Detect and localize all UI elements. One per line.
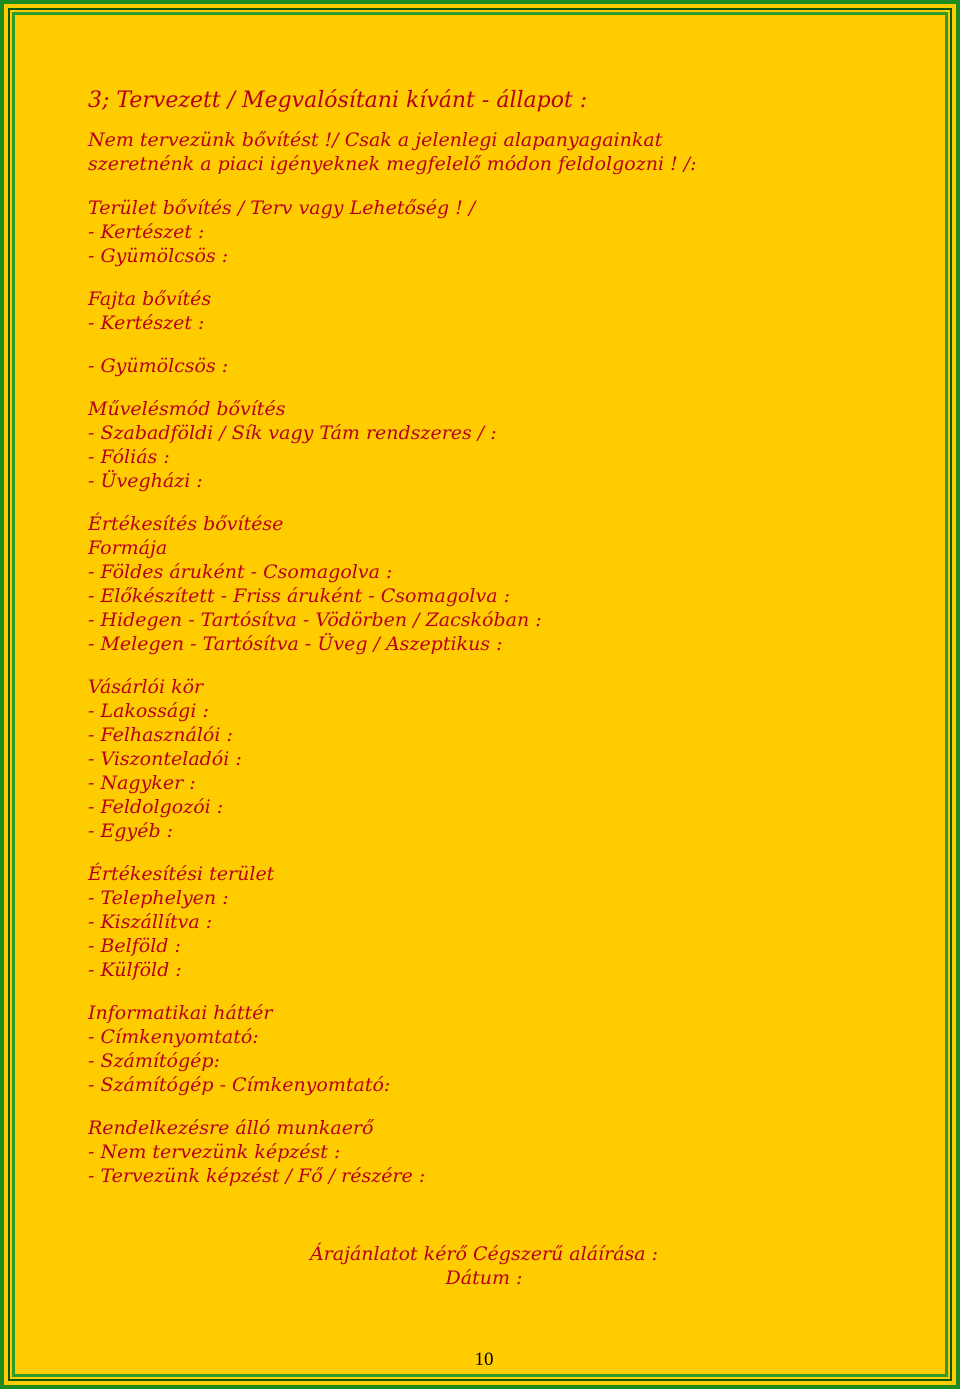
section-title: 3; Tervezett / Megvalósítani kívánt - állapot :: [88, 88, 588, 113]
section-heading: Fajta bővítés: [88, 288, 212, 310]
page-number: 10: [474, 1349, 494, 1370]
list-item: - Üvegházi :: [88, 470, 203, 492]
list-item: - Feldolgozói :: [88, 796, 224, 818]
section-heading: Rendelkezésre álló munkaerő: [88, 1117, 374, 1139]
intro-line: Nem tervezünk bővítést !/ Csak a jelenlegi alapanyagainkat: [88, 129, 663, 151]
list-item: - Gyümölcsös :: [88, 245, 229, 267]
list-item: - Lakossági :: [88, 700, 209, 722]
list-item: - Címkenyomtató:: [88, 1026, 259, 1048]
list-item: - Gyümölcsös :: [88, 355, 229, 377]
list-item: - Kertészet :: [88, 312, 205, 334]
section-heading: Értékesítés bővítése: [88, 513, 284, 535]
section-ertekesitesi-terulet: [88, 862, 908, 982]
section-vasarloi-kor: [88, 675, 908, 843]
date-label: Dátum :: [445, 1267, 523, 1289]
section-ertekesites-bovitese: [88, 512, 908, 656]
list-item: - Melegen - Tartósítva - Üveg / Aszeptikus :: [88, 633, 503, 655]
list-item: - Viszonteladói :: [88, 748, 242, 770]
list-item: - Egyéb :: [88, 820, 174, 842]
section-munkaero: [88, 1116, 908, 1188]
section-fajta-bovites: [88, 287, 908, 335]
subheading: Formája: [88, 537, 168, 559]
intro-paragraph: [88, 128, 908, 176]
intro-line: szeretnénk a piaci igényeknek megfelelő módon feldolgozni ! /:: [88, 153, 697, 175]
section-fajta-gyumolcsos: [88, 354, 908, 378]
list-item: - Szabadföldi / Sík vagy Tám rendszeres / :: [88, 422, 497, 444]
section-heading: Művelésmód bővítés: [88, 398, 286, 420]
section-heading: Vásárlói kör: [88, 676, 204, 698]
section-heading: Terület bővítés / Terv vagy Lehetőség ! /: [88, 197, 476, 219]
list-item: - Kiszállítva :: [88, 911, 213, 933]
signature-label: Árajánlatot kérő Cégszerű aláírása :: [309, 1243, 659, 1265]
section-terulet-bovites: [88, 196, 908, 268]
list-item: - Külföld :: [88, 959, 182, 981]
section-muvelesmod-bovites: [88, 397, 908, 493]
section-informatikai-hatter: [88, 1001, 908, 1097]
list-item: - Felhasználói :: [88, 724, 233, 746]
list-item: - Hidegen - Tartósítva - Vödörben / Zacskóban :: [88, 609, 542, 631]
list-item: - Nagyker :: [88, 772, 196, 794]
signature-block: [4, 1242, 960, 1290]
document-body: [88, 86, 908, 1207]
list-item: - Kertészet :: [88, 221, 205, 243]
list-item: - Fóliás :: [88, 446, 170, 468]
list-item: - Előkészített - Friss áruként - Csomagolva :: [88, 585, 510, 607]
section-heading: Informatikai háttér: [88, 1002, 273, 1024]
list-item: - Számítógép - Címkenyomtató:: [88, 1074, 391, 1096]
list-item: - Földes áruként - Csomagolva :: [88, 561, 393, 583]
list-item: - Nem tervezünk képzést :: [88, 1141, 341, 1163]
list-item: - Telephelyen :: [88, 887, 229, 909]
list-item: - Tervezünk képzést / Fő / részére :: [88, 1165, 426, 1187]
list-item: - Számítógép:: [88, 1050, 220, 1072]
section-heading: Értékesítési terület: [88, 863, 275, 885]
list-item: - Belföld :: [88, 935, 181, 957]
